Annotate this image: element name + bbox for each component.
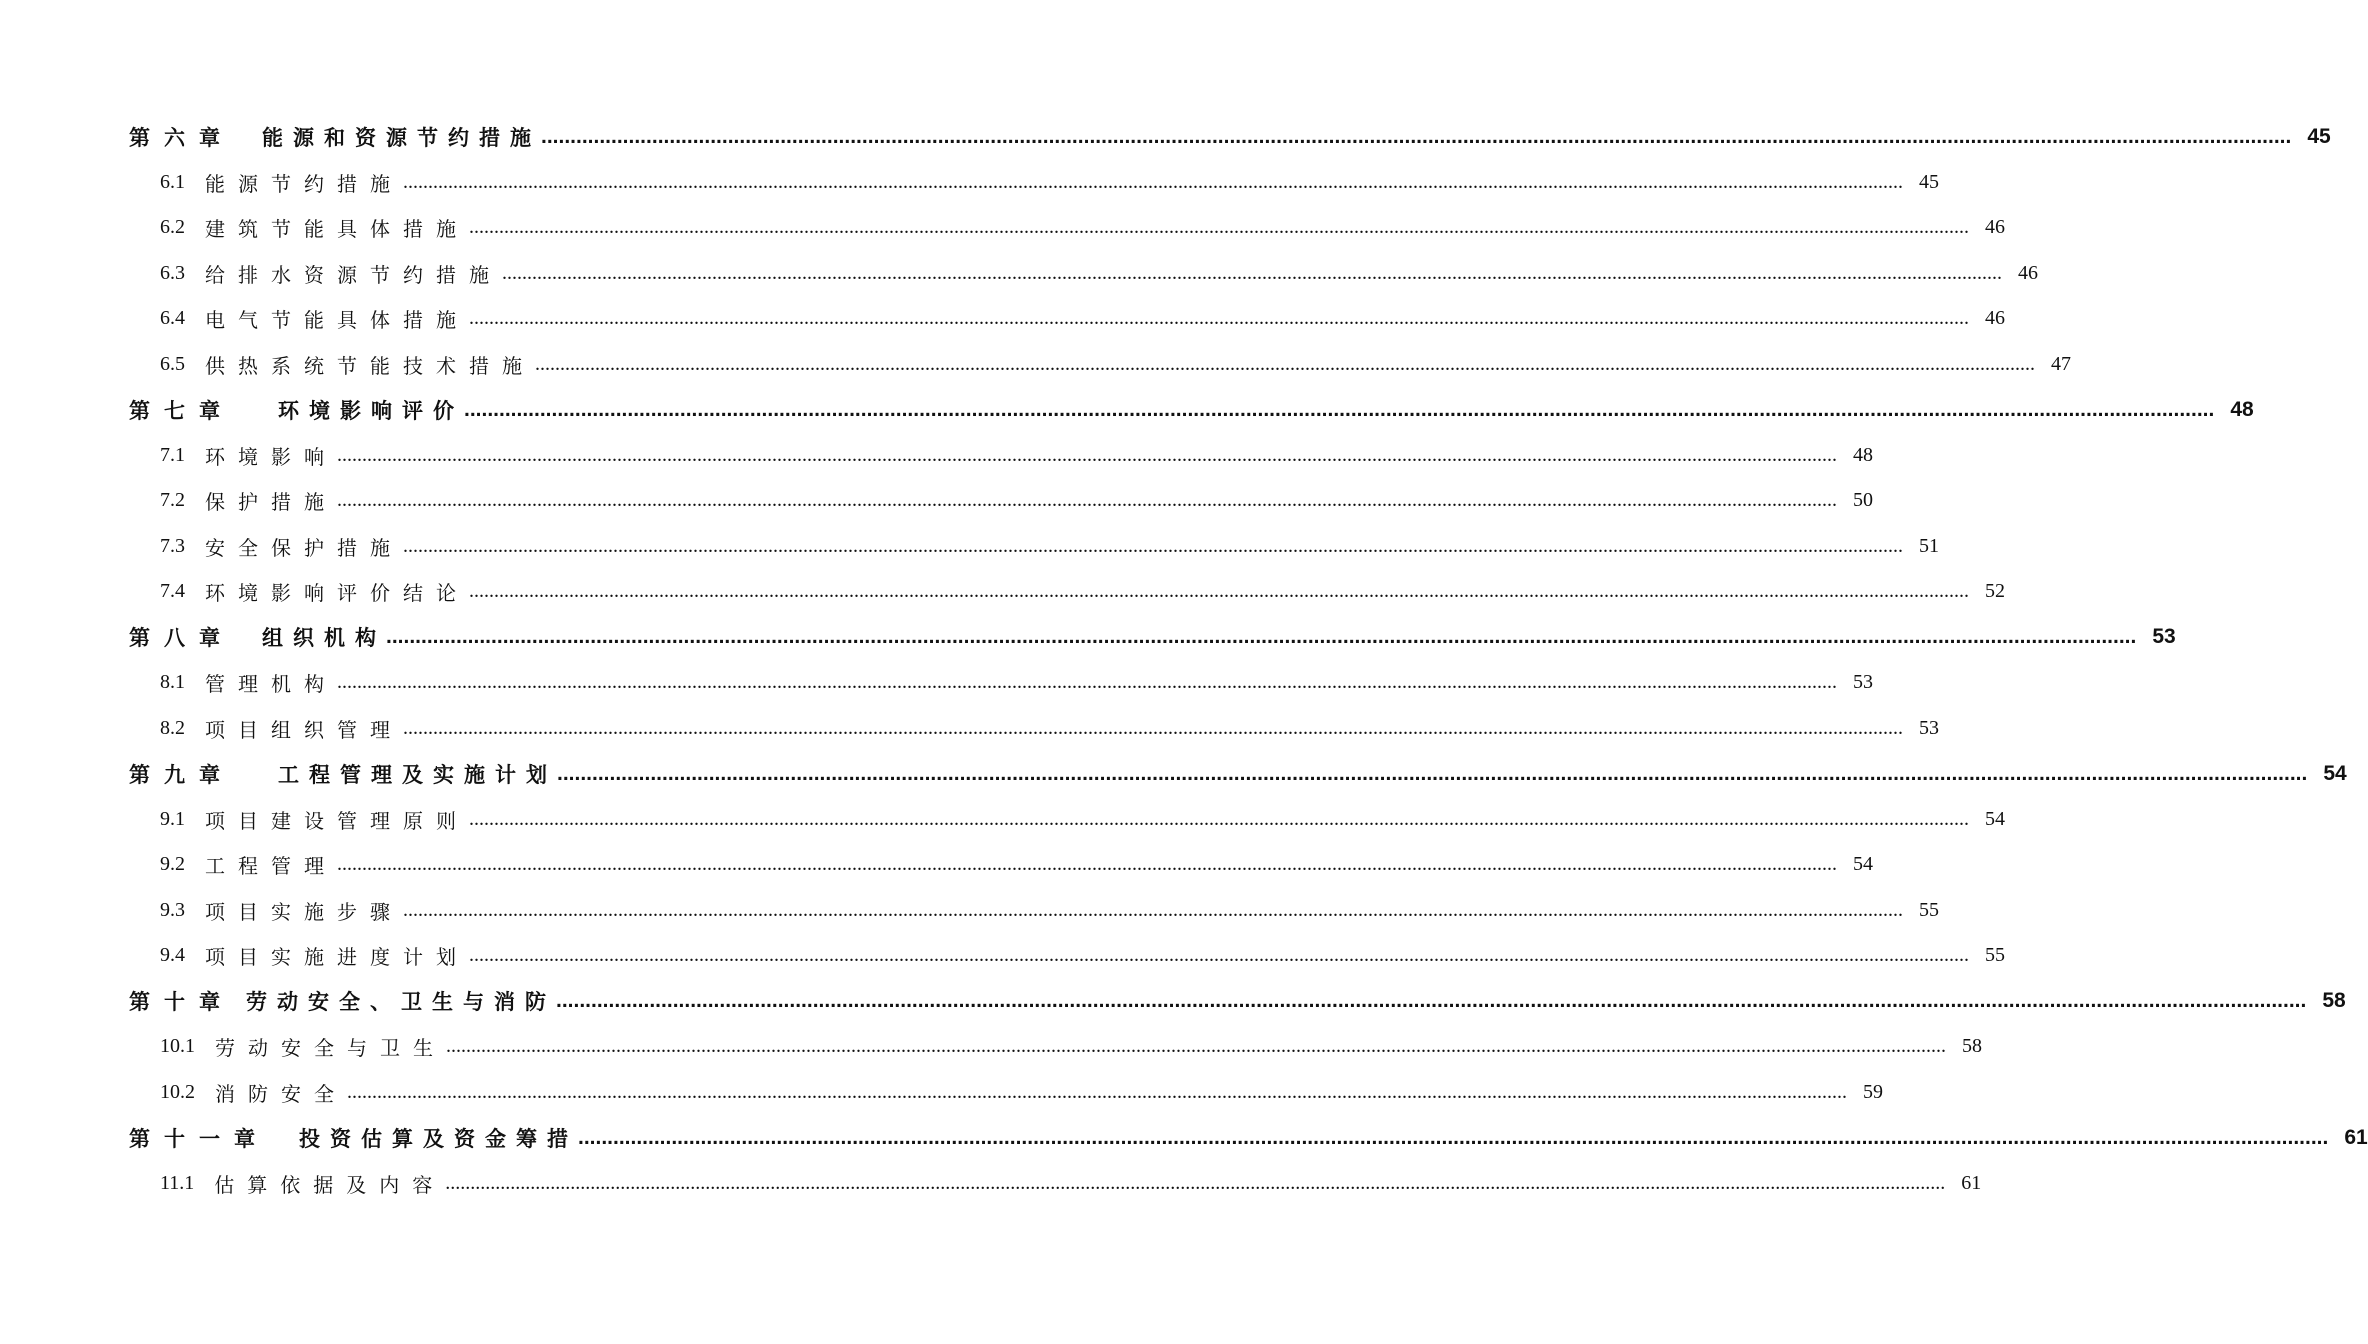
toc-page-number: 51 (1919, 534, 1939, 557)
toc-section-row[interactable] (0, 888, 1939, 934)
toc-section-row[interactable] (0, 1070, 1883, 1116)
toc-page-number: 61 (1961, 1171, 1982, 1194)
toc-entry-title: 项目实施步骤 (205, 901, 403, 924)
toc-entry-number: 7.4 (160, 580, 185, 603)
toc-entry-number: 7.3 (160, 534, 185, 557)
toc-page-number: 48 (1853, 443, 1873, 466)
dot-leader: ............................................................................................................................................................................................................................................................................................................ (403, 898, 1903, 921)
table-of-contents (0, 114, 2368, 1206)
toc-entry-title: 能源和资源节约措施 (262, 126, 541, 150)
toc-entry-number: 7.1 (160, 443, 185, 466)
toc-entry-title: 项目建设管理原则 (205, 810, 469, 833)
toc-entry-number: 6.1 (160, 170, 185, 193)
toc-page-number: 52 (1985, 580, 2005, 603)
toc-entry-number: 6.3 (160, 261, 185, 284)
toc-page-number: 54 (2323, 761, 2347, 785)
toc-section-row[interactable] (0, 296, 2005, 342)
toc-entry-title: 给排水资源节约措施 (205, 264, 502, 287)
dot-leader: ............................................................................................................................................................................................................................................................................................................ (445, 1171, 1946, 1194)
toc-entry-number: 9.3 (160, 898, 185, 921)
toc-page-number: 61 (2344, 1125, 2368, 1149)
dot-leader: ............................................................................................................................................................................................................................................................................................................ (469, 807, 1969, 830)
toc-entry-title: 估算依据及内容 (214, 1174, 446, 1197)
dot-leader: ............................................................................................................................................................................................................................................................................................................ (403, 534, 1903, 557)
toc-entry-title: 管理机构 (205, 674, 337, 697)
dot-leader: ............................................................................................................................................................................................................................................................................................................ (403, 170, 1903, 193)
dot-leader: ............................................................................................................................................................................................................................................................................................................ (386, 625, 2137, 649)
toc-entry-title: 能源节约措施 (205, 173, 403, 196)
dot-leader: ............................................................................................................................................................................................................................................................................................................ (337, 671, 1837, 694)
dot-leader: ............................................................................................................................................................................................................................................................................................................ (469, 216, 1969, 239)
toc-section-row[interactable] (0, 660, 1873, 706)
toc-page-number: 58 (1962, 1035, 1982, 1058)
toc-section-row[interactable] (0, 933, 2005, 979)
toc-page-number: 50 (1853, 489, 1873, 512)
toc-page-number: 45 (2307, 124, 2331, 148)
dot-leader: ............................................................................................................................................................................................................................................................................................................ (337, 443, 1837, 466)
toc-page-number: 54 (1985, 807, 2005, 830)
toc-entry-number: 9.4 (160, 944, 185, 967)
toc-chapter-row[interactable] (0, 114, 2331, 160)
toc-entry-number: 7.2 (160, 489, 185, 512)
toc-section-row[interactable] (0, 569, 2005, 615)
toc-section-row[interactable] (0, 1024, 1982, 1070)
toc-section-row[interactable] (0, 160, 1939, 206)
toc-entry-number: 10.1 (160, 1035, 195, 1058)
dot-leader: ............................................................................................................................................................................................................................................................................................................ (556, 989, 2307, 1013)
toc-entry-title: 保护措施 (205, 492, 337, 515)
toc-page-number: 46 (1985, 216, 2005, 239)
toc-entry-title: 建筑节能具体措施 (205, 219, 469, 242)
toc-section-row[interactable] (0, 1161, 1982, 1207)
toc-chapter-row[interactable] (0, 979, 2346, 1025)
toc-entry-number: 8.2 (160, 716, 185, 739)
toc-section-row[interactable] (0, 524, 1939, 570)
toc-entry-number: 6.5 (160, 352, 185, 375)
toc-page-number: 53 (2152, 625, 2176, 649)
dot-leader: ............................................................................................................................................................................................................................................................................................................ (446, 1035, 1946, 1058)
toc-entry-number: 第九章 (129, 763, 234, 787)
toc-entry-title: 劳动安全与卫生 (215, 1038, 446, 1061)
toc-page-number: 45 (1919, 170, 1939, 193)
dot-leader: ............................................................................................................................................................................................................................................................................................................ (347, 1080, 1847, 1103)
toc-entry-title: 供热系统节能技术措施 (205, 355, 535, 378)
toc-page-number: 47 (2051, 352, 2071, 375)
dot-leader: ............................................................................................................................................................................................................................................................................................................ (337, 489, 1837, 512)
toc-chapter-row[interactable] (0, 1115, 2368, 1161)
toc-entry-number: 11.1 (160, 1171, 195, 1194)
toc-chapter-row[interactable] (0, 615, 2176, 661)
toc-section-row[interactable] (0, 251, 2038, 297)
toc-entry-title: 项目组织管理 (205, 719, 403, 742)
toc-page-number: 59 (1863, 1080, 1883, 1103)
toc-entry-number: 6.2 (160, 216, 185, 239)
toc-entry-number: 第十章 (129, 991, 234, 1015)
dot-leader: ............................................................................................................................................................................................................................................................................................................ (535, 352, 2035, 375)
toc-entry-title: 环境影响评价 (278, 399, 464, 423)
toc-entry-number: 9.1 (160, 807, 185, 830)
toc-section-row[interactable] (0, 797, 2005, 843)
toc-entry-title: 组织机构 (262, 627, 386, 651)
toc-page-number: 48 (2230, 397, 2254, 421)
dot-leader: ............................................................................................................................................................................................................................................................................................................ (557, 761, 2308, 785)
toc-entry-title: 项目实施进度计划 (205, 947, 469, 970)
toc-page-number: 53 (1853, 671, 1873, 694)
toc-entry-title: 劳动安全、卫生与消防 (246, 991, 556, 1015)
dot-leader: ............................................................................................................................................................................................................................................................................................................ (502, 261, 2002, 284)
toc-section-row[interactable] (0, 478, 1873, 524)
toc-entry-number: 6.4 (160, 307, 185, 330)
toc-entry-number: 8.1 (160, 671, 185, 694)
toc-entry-number: 9.2 (160, 853, 185, 876)
toc-page-number: 58 (2322, 989, 2346, 1013)
toc-page-number: 46 (1985, 307, 2005, 330)
toc-entry-title: 投资估算及资金筹措 (299, 1127, 578, 1151)
toc-entry-number: 第六章 (129, 126, 234, 150)
toc-page-number: 53 (1919, 716, 1939, 739)
dot-leader: ............................................................................................................................................................................................................................................................................................................ (469, 944, 1969, 967)
toc-section-row[interactable] (0, 433, 1873, 479)
toc-entry-number: 第八章 (129, 627, 234, 651)
dot-leader: ............................................................................................................................................................................................................................................................................................................ (541, 124, 2292, 148)
toc-page-number: 55 (1985, 944, 2005, 967)
toc-page-number: 46 (2018, 261, 2038, 284)
dot-leader: ............................................................................................................................................................................................................................................................................................................ (403, 716, 1903, 739)
toc-entry-title: 工程管理及实施计划 (278, 763, 557, 787)
toc-entry-title: 消防安全 (215, 1083, 347, 1106)
toc-entry-title: 环境影响 (205, 446, 337, 469)
toc-entry-number: 10.2 (160, 1080, 195, 1103)
toc-entry-title: 电气节能具体措施 (205, 310, 469, 333)
toc-page-number: 55 (1919, 898, 1939, 921)
toc-section-row[interactable] (0, 342, 2071, 388)
toc-section-row[interactable] (0, 842, 1873, 888)
toc-page-number: 54 (1853, 853, 1873, 876)
dot-leader: ............................................................................................................................................................................................................................................................................................................ (464, 397, 2215, 421)
toc-section-row[interactable] (0, 706, 1939, 752)
toc-entry-title: 工程管理 (205, 856, 337, 879)
dot-leader: ............................................................................................................................................................................................................................................................................................................ (578, 1125, 2329, 1149)
dot-leader: ............................................................................................................................................................................................................................................................................................................ (337, 853, 1837, 876)
toc-entry-title: 环境影响评价结论 (205, 583, 469, 606)
toc-entry-number: 第七章 (129, 399, 234, 423)
toc-chapter-row[interactable] (0, 751, 2347, 797)
dot-leader: ............................................................................................................................................................................................................................................................................................................ (469, 580, 1969, 603)
toc-entry-title: 安全保护措施 (205, 537, 403, 560)
toc-entry-number: 第十一章 (129, 1127, 269, 1151)
dot-leader: ............................................................................................................................................................................................................................................................................................................ (469, 307, 1969, 330)
toc-section-row[interactable] (0, 205, 2005, 251)
toc-chapter-row[interactable] (0, 387, 2254, 433)
